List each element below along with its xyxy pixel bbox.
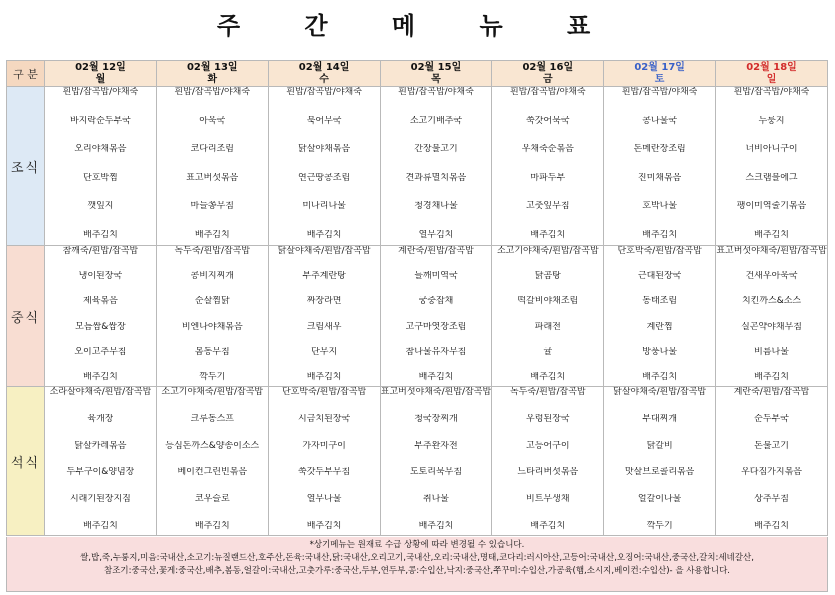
- dish-item: 배추김치: [530, 371, 566, 382]
- menu-cell: [45, 246, 157, 387]
- dish-item: 크루동스프: [190, 413, 234, 424]
- day-date: 02월 16일: [522, 61, 574, 73]
- category-header: 구 분: [7, 61, 45, 87]
- dish-item: 흰밥/잡곡밥/야채죽: [286, 87, 362, 97]
- dish-list: [269, 246, 380, 383]
- dish-item: 계란죽/흰밥/잡곡밥: [733, 387, 810, 397]
- dish-item: 우채죽순볶음: [521, 144, 574, 155]
- dish-item: 단호박죽/흰밥/잡곡밥: [617, 246, 702, 256]
- dish-item: 흰밥/잡곡밥/야채죽: [174, 87, 251, 97]
- dish-item: 청경채나물: [414, 201, 458, 212]
- dish-list: [269, 387, 380, 532]
- dish-item: 배추김치: [530, 229, 566, 240]
- dish-item: 육개장: [87, 413, 114, 424]
- dish-item: 배추김치: [418, 371, 454, 382]
- dish-list: [157, 87, 268, 241]
- dish-item: 냉이된장국: [78, 271, 123, 282]
- menu-cell: [45, 387, 157, 536]
- dish-item: 우다짐가지볶음: [741, 467, 802, 478]
- dish-item: 닭살야채죽/흰밥/잡곡밥: [277, 246, 371, 256]
- dish-item: 소라살야채죽/흰밥/잡곡밥: [49, 387, 152, 397]
- dish-item: 소고기야채죽/흰밥/잡곡밥: [496, 246, 599, 256]
- dish-item: 부추계란탕: [302, 271, 346, 282]
- dish-list: [604, 246, 715, 383]
- dish-list: [604, 387, 715, 532]
- dish-item: 배추김치: [754, 520, 789, 531]
- dish-item: 고구마엿장조림: [405, 321, 467, 332]
- dish-item: 상추무침: [754, 494, 789, 505]
- dish-item: 배추김치: [754, 371, 789, 382]
- dish-item: 귤: [543, 346, 553, 357]
- dish-item: 실곤약야채무침: [741, 321, 802, 332]
- menu-cell: [268, 87, 380, 246]
- dish-item: 배추김치: [306, 229, 342, 240]
- dish-item: 열무김치: [418, 229, 454, 240]
- dish-item: 배추김치: [306, 371, 342, 382]
- dish-item: 흰밥/잡곡밥/야채죽: [398, 87, 474, 97]
- dish-item: 방풍나물: [642, 346, 678, 357]
- dish-item: 표고버섯볶음: [186, 172, 239, 183]
- dish-item: 부추완자전: [414, 440, 458, 451]
- dish-item: 닭살야채죽/흰밥/잡곡밥: [613, 387, 707, 397]
- meal-row-dinner: [7, 387, 828, 536]
- dish-item: 단호박죽/흰밥/잡곡밥: [281, 387, 367, 397]
- dish-item: 누룽지: [758, 115, 785, 126]
- dish-item: 파래전: [534, 321, 561, 332]
- dish-list: [716, 387, 827, 532]
- menu-cell: [492, 387, 604, 536]
- notice-box: [6, 537, 828, 592]
- day-header: [604, 61, 716, 87]
- day-weekday: 화: [207, 73, 218, 85]
- dish-list: [492, 87, 603, 241]
- dish-item: 간장불고기: [414, 144, 458, 155]
- day-header: [380, 61, 492, 87]
- page-title: 주 간 메 뉴 표: [216, 12, 619, 40]
- dish-list: [381, 387, 492, 532]
- dish-item: 계란죽/흰밥/잡곡밥: [398, 246, 474, 256]
- dish-item: 제육볶음: [83, 296, 118, 307]
- dish-item: 배추김치: [83, 520, 118, 531]
- dish-item: 표고버섯야채죽/흰밥/잡곡밥: [716, 246, 827, 256]
- day-header: [268, 61, 380, 87]
- dish-item: 궁중잡채: [418, 296, 454, 307]
- dish-list: [492, 246, 603, 383]
- dish-item: 얼갈이나물: [637, 494, 682, 505]
- dish-item: 소고기배추국: [409, 115, 463, 126]
- dish-item: 배추김치: [642, 371, 678, 382]
- day-header: [45, 61, 157, 87]
- day-weekday: 목: [431, 73, 441, 85]
- menu-cell: [268, 387, 380, 536]
- menu-cell: [492, 87, 604, 246]
- dish-item: 들깨미역국: [414, 271, 458, 282]
- meal-label: 중식: [7, 246, 45, 387]
- dish-item: 미나리나물: [302, 201, 346, 212]
- dish-item: 단호박찜: [83, 172, 118, 183]
- menu-cell: [604, 387, 716, 536]
- dish-item: 배추김치: [530, 520, 566, 531]
- dish-list: [157, 246, 268, 383]
- dish-item: 배추김치: [306, 520, 342, 531]
- dish-list: [45, 246, 156, 383]
- dish-item: 순두부국: [754, 413, 789, 424]
- dish-list: [45, 387, 156, 532]
- dish-item: 스크램블에그: [745, 172, 798, 183]
- dish-item: 표고버섯야채죽/흰밥/잡곡밥: [380, 387, 492, 397]
- day-header: [156, 61, 268, 87]
- day-date: 02월 15일: [410, 61, 462, 73]
- header-row: [7, 61, 828, 87]
- notice-line-3: 참조기:중국산,꽃게:중국산,배추,봄동,얼갈이:국내산,고춧가루:중국산,두부,연두부,콩:수입산,낙지:중국산,쭈꾸미:수입산,가공육(햄,소시지,베이컨:수입산)- 을 사용합니다.: [104, 566, 730, 576]
- menu-cell: [716, 87, 828, 246]
- dish-item: 코우슬로: [194, 494, 230, 505]
- dish-list: [492, 387, 603, 532]
- dish-item: 건새우아욱국: [745, 271, 798, 282]
- dish-item: 오이고추무침: [74, 346, 127, 357]
- dish-item: 팽이미역줄기볶음: [736, 201, 807, 212]
- day-weekday: 월: [95, 73, 106, 85]
- dish-item: 코다리조림: [190, 144, 234, 155]
- day-date: 02월 13일: [186, 61, 238, 73]
- dish-item: 닭살카레볶음: [74, 440, 127, 451]
- dish-item: 느타리버섯볶음: [517, 467, 579, 478]
- dish-item: 떡갈비야채조림: [517, 296, 579, 307]
- dish-item: 북어무국: [306, 115, 342, 126]
- dish-item: 배추김치: [194, 229, 230, 240]
- dish-item: 호박나물: [642, 201, 678, 212]
- dish-item: 근대된장국: [637, 271, 682, 282]
- dish-item: 고등어구이: [526, 440, 570, 451]
- dish-item: 가자미구이: [302, 440, 346, 451]
- menu-cell: [45, 87, 157, 246]
- dish-list: [716, 87, 827, 241]
- dish-item: 깍두기: [646, 520, 673, 531]
- dish-item: 열무나물: [306, 494, 342, 505]
- dish-item: 맛살브로콜리볶음: [624, 467, 695, 478]
- menu-cell: [268, 246, 380, 387]
- day-weekday: 일: [766, 73, 777, 85]
- menu-cell: [156, 87, 268, 246]
- dish-item: 계란찜: [646, 321, 673, 332]
- dish-item: 바지락순두부국: [69, 115, 131, 126]
- dish-item: 깻잎지: [87, 201, 114, 212]
- dish-item: 베이컨그린빈볶음: [177, 467, 248, 478]
- dish-item: 참나물유자무침: [405, 346, 467, 357]
- dish-item: 시금치된장국: [298, 413, 351, 424]
- dish-item: 배추김치: [642, 229, 678, 240]
- dish-item: 봄동무침: [194, 346, 230, 357]
- menu-cell: [156, 246, 268, 387]
- dish-item: 흰밥/잡곡밥/야채죽: [62, 87, 139, 97]
- dish-item: 콩비지찌개: [190, 271, 234, 282]
- menu-cell: [380, 387, 492, 536]
- dish-item: 시래기된장지짐: [69, 494, 131, 505]
- day-weekday: 수: [319, 73, 329, 85]
- dish-item: 연근땅콩조림: [298, 172, 351, 183]
- day-date: 02월 12일: [75, 61, 126, 73]
- day-date: 02월 18일: [746, 61, 797, 73]
- dish-item: 쑥갓어묵국: [526, 115, 570, 126]
- dish-item: 닭살야채볶음: [298, 144, 351, 155]
- dish-item: 비트무생채: [526, 494, 570, 505]
- dish-item: 흰밥/잡곡밥/야채죽: [733, 87, 810, 97]
- dish-list: [45, 87, 156, 241]
- dish-item: 흰밥/잡곡밥/야채죽: [509, 87, 586, 97]
- dish-list: [269, 87, 380, 241]
- dish-item: 부대찌개: [642, 413, 678, 424]
- dish-item: 등심돈까스&양송이소스: [165, 440, 260, 451]
- dish-item: 배추김치: [83, 371, 118, 382]
- dish-item: 깍두기: [199, 371, 226, 382]
- dish-item: 마늘쫑무침: [190, 201, 234, 212]
- day-date: 02월 14일: [298, 61, 350, 73]
- meal-label: 조식: [7, 87, 45, 246]
- day-weekday: 금: [542, 73, 553, 85]
- dish-item: 크림새우: [306, 321, 342, 332]
- dish-item: 견과류멸치볶음: [405, 172, 467, 183]
- menu-cell: [156, 387, 268, 536]
- dish-item: 비엔나야채볶음: [181, 321, 243, 332]
- dish-item: 취나물: [422, 494, 449, 505]
- menu-cell: [380, 246, 492, 387]
- menu-cell: [604, 246, 716, 387]
- dish-item: 단무지: [311, 346, 338, 357]
- dish-item: 진미채볶음: [637, 172, 682, 183]
- dish-item: 배추김치: [194, 520, 230, 531]
- dish-item: 참깨죽/흰밥/잡곡밥: [62, 246, 139, 256]
- dish-item: 돈메란장조림: [633, 144, 686, 155]
- notice-line-2: 쌀,밥,죽,누룽지,미음:국내산,소고기:뉴질랜드산,호주산,돈육:국내산,닭:국내산,오리고기,국내산,오리:국내산,명태,코다리:러시아산,고등어:국내산,오징어:국내산,중국산,갈치:세네갈산,: [80, 553, 754, 563]
- day-header: [716, 61, 828, 87]
- day-header: [492, 61, 604, 87]
- dish-item: 닭곰탕: [534, 271, 561, 282]
- dish-list: [604, 87, 715, 241]
- dish-item: 배추김치: [754, 229, 789, 240]
- notice-line-1: *상기메뉴는 원재료 수급 상황에 따라 변경될 수 있습니다.: [309, 540, 525, 550]
- dish-item: 동태조림: [642, 296, 678, 307]
- dish-item: 모듬쌈&쌈장: [75, 321, 126, 332]
- menu-cell: [604, 87, 716, 246]
- dish-item: 녹두죽/흰밥/잡곡밥: [174, 246, 251, 256]
- dish-item: 돈불고기: [754, 440, 789, 451]
- dish-item: 마파두부: [530, 172, 566, 183]
- dish-item: 우렁된장국: [526, 413, 570, 424]
- dish-item: 쑥갓두부무침: [298, 467, 351, 478]
- dish-item: 너비아니구이: [745, 144, 798, 155]
- menu-cell: [492, 246, 604, 387]
- dish-item: 닭갈비: [646, 440, 673, 451]
- dish-item: 오리야채볶음: [74, 144, 127, 155]
- menu-cell: [716, 246, 828, 387]
- dish-list: [157, 387, 268, 532]
- meal-label: 석식: [7, 387, 45, 536]
- dish-list: [381, 87, 492, 241]
- dish-item: 두부구이&양념장: [66, 467, 135, 478]
- dish-item: 배추김치: [418, 520, 454, 531]
- dish-item: 순살찜닭: [194, 296, 230, 307]
- menu-body: [7, 87, 828, 536]
- dish-item: 배추김치: [83, 229, 118, 240]
- meal-row-breakfast: [7, 87, 828, 246]
- dish-item: 아욱국: [199, 115, 226, 126]
- dish-item: 흰밥/잡곡밥/야채죽: [621, 87, 698, 97]
- meal-row-lunch: [7, 246, 828, 387]
- dish-item: 소고기야채죽/흰밥/잡곡밥: [161, 387, 264, 397]
- dish-item: 비름나물: [754, 346, 789, 357]
- dish-item: 녹두죽/흰밥/잡곡밥: [509, 387, 586, 397]
- weekly-menu-table: [6, 60, 828, 536]
- dish-item: 콩나물국: [642, 115, 678, 126]
- menu-cell: [716, 387, 828, 536]
- dish-list: [381, 246, 492, 383]
- dish-item: 청국장찌개: [414, 413, 458, 424]
- day-weekday: 토: [654, 73, 665, 85]
- dish-list: [716, 246, 827, 383]
- dish-item: 치킨까스&소스: [741, 296, 802, 307]
- day-date: 02월 17일: [634, 61, 685, 73]
- menu-cell: [380, 87, 492, 246]
- dish-item: 고춧잎무침: [526, 201, 570, 212]
- dish-item: 짜장라면: [306, 296, 342, 307]
- dish-item: 도토리묵무침: [409, 467, 463, 478]
